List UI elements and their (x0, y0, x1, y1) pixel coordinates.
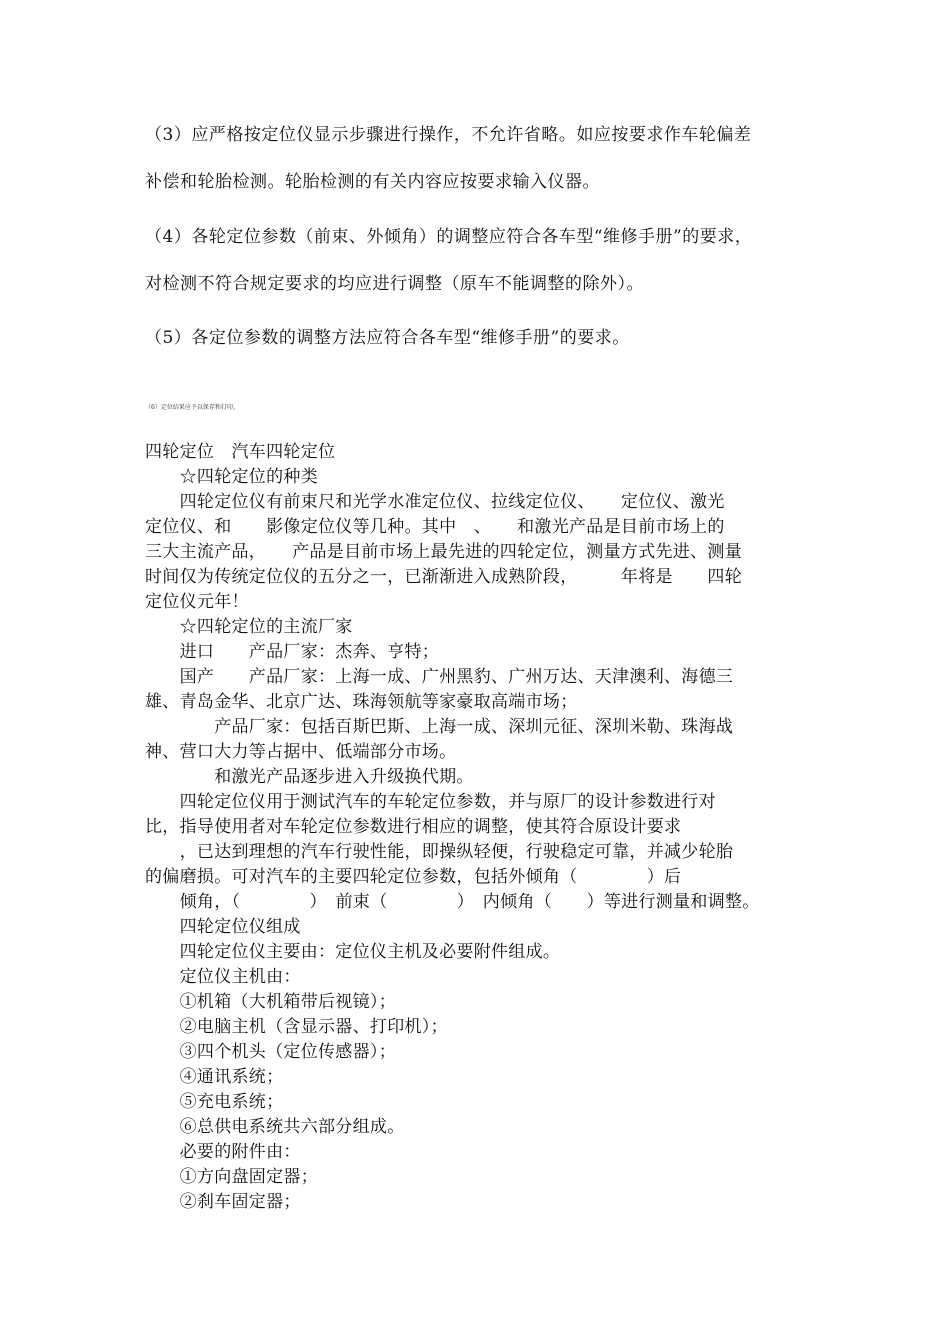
body-line: 雄、青岛金华、北京广达、珠海领航等家豪取高端市场； (145, 692, 578, 712)
body-line: 四轮定位仪组成 (145, 917, 301, 937)
body-line: 定位仪主机由： (145, 967, 301, 987)
body-line: 倾角，（ ） 前束（ ） 内倾角（ ）等进行测量和调整。 (145, 892, 760, 912)
document-body (145, 440, 815, 1215)
body-line: ①机箱（大机箱带后视镜）； (145, 992, 396, 1012)
body-line: 四轮定位仪主要由：定位仪主机及必要附件组成。 (145, 942, 561, 962)
body-line: ⑥总供电系统共六部分组成。 (145, 1117, 405, 1137)
tiny-note: （6）定位结果应予以保存和打印。 (145, 404, 239, 411)
body-line: 四轮定位仪有前束尺和光学水准定位仪、拉线定位仪、 定位仪、激光 (145, 492, 725, 512)
body-line: 四轮定位 汽车四轮定位 (145, 442, 336, 462)
body-line: 定位仪、和 影像定位仪等几种。其中 、 和激光产品是目前市场上的 (145, 517, 725, 537)
body-line: ☆四轮定位的主流厂家 (145, 617, 353, 637)
body-line: 定位仪元年！ (145, 592, 249, 612)
para-3-line-2: 补偿和轮胎检测。轮胎检测的有关内容应按要求输入仪器。 (145, 172, 600, 192)
para-4-line-1: （4）各轮定位参数（前束、外倾角）的调整应符合各车型“维修手册”的要求， (145, 227, 753, 247)
body-line: 比，指导使用者对车轮定位参数进行相应的调整，使其符合原设计要求 (145, 817, 682, 837)
para-3-line-1: （3）应严格按定位仪显示步骤进行操作，不允许省略。如应按要求作车轮偏差 (145, 125, 752, 145)
para-5: （5）各定位参数的调整方法应符合各车型“维修手册”的要求。 (145, 328, 630, 348)
body-line: 产品厂家：包括百斯巴斯、上海一成、深圳元征、深圳米勒、珠海战 (145, 717, 734, 737)
para-4-line-2: 对检测不符合规定要求的均应进行调整（原车不能调整的除外）。 (145, 274, 644, 294)
intro-paragraphs (145, 214, 815, 308)
intro-paragraphs (145, 112, 815, 206)
body-line: 的偏磨损。可对汽车的主要四轮定位参数，包括外倾角（ ）后 (145, 867, 682, 887)
body-line: 国产 产品厂家：上海一成、广州黑豹、广州万达、天津澳利、海德三 (145, 667, 734, 687)
body-line: 进口 产品厂家：杰奔、亨特； (145, 642, 440, 662)
body-line: ①方向盘固定器； (145, 1167, 318, 1187)
body-line: 和激光产品逐步进入升级换代期。 (145, 767, 474, 787)
body-line: 必要的附件由： (145, 1142, 301, 1162)
body-line: 四轮定位仪用于测试汽车的车轮定位参数，并与原厂的设计参数进行对 (145, 792, 716, 812)
body-line: 三大主流产品， 产品是目前市场上最先进的四轮定位，测量方式先进、测量 (145, 542, 742, 562)
body-line: 神、营口大力等占据中、低端部分市场。 (145, 742, 457, 762)
body-line: 时间仅为传统定位仪的五分之一，已渐渐进入成熟阶段， 年将是 四轮 (145, 567, 742, 587)
body-line: ⑤充电系统； (145, 1092, 284, 1112)
body-line: ④通讯系统； (145, 1067, 284, 1087)
body-line: ☆四轮定位的种类 (145, 467, 318, 487)
body-line: ，已达到理想的汽车行驶性能，即操纵轻便，行驶稳定可靠，并减少轮胎 (145, 842, 734, 862)
intro-paragraphs (145, 315, 815, 362)
body-line: ②电脑主机（含显示器、打印机）； (145, 1017, 448, 1037)
body-line: ③四个机头（定位传感器）； (145, 1042, 396, 1062)
body-line: ②刹车固定器； (145, 1192, 301, 1212)
